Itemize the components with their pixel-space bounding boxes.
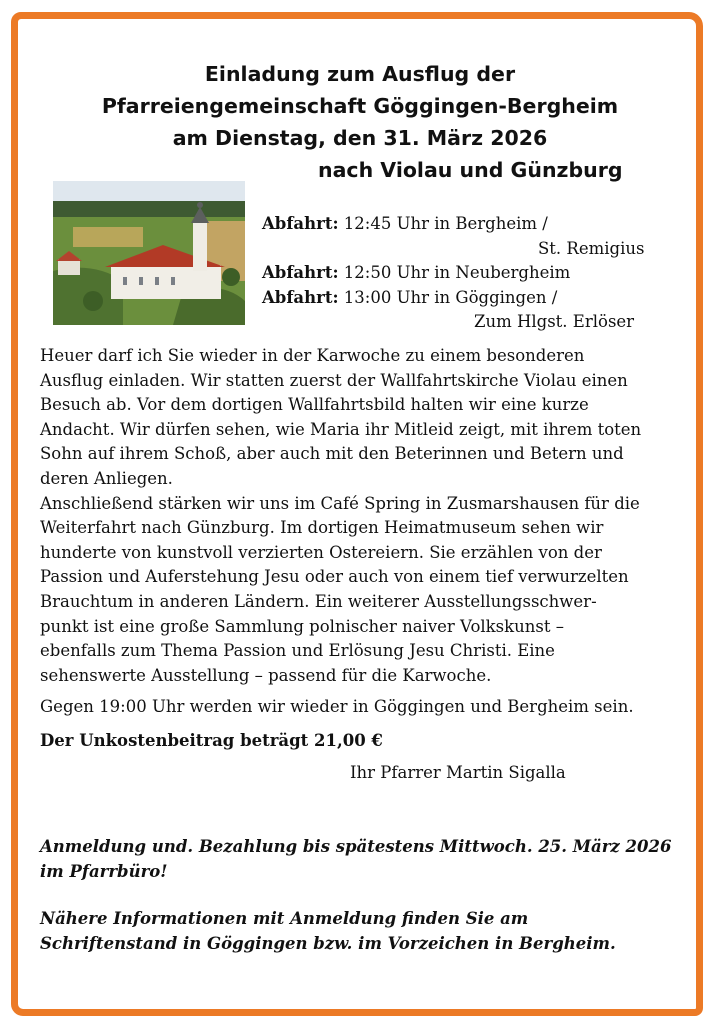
body-line: Heuer darf ich Sie wieder in der Karwoche zu einem besonderen: [40, 346, 585, 365]
body-line: punkt ist eine große Sammlung polnischer naiver Volkskunst –: [40, 616, 564, 636]
body-line: deren Anliegen.: [40, 468, 173, 488]
body-line: Anschließend stärken wir uns im Café Spring in Zusmarshausen für die: [40, 493, 640, 513]
note-line: im Pfarrbüro!: [40, 862, 168, 881]
info-note: [40, 906, 680, 956]
body-line: sehenswerte Ausstellung – passend für die Karwoche.: [40, 665, 492, 685]
signature: Ihr Pfarrer Martin Sigalla: [350, 763, 566, 782]
departure-label: Abfahrt:: [262, 287, 339, 307]
title-line-4: nach Violau und Günzburg: [318, 158, 623, 182]
title-line-1: Einladung zum Ausflug der: [204, 62, 516, 86]
church-photo: [53, 181, 245, 325]
departure-row: [262, 212, 652, 261]
body-line: Weiterfahrt nach Günzburg. Im dortigen Heimatmuseum sehen wir: [40, 518, 604, 538]
departure-text: 12:45 Uhr in Bergheim /: [343, 214, 548, 233]
registration-note: [40, 834, 680, 884]
body-line: Sohn auf ihrem Schoß, aber auch mit den Beterinnen und Betern und: [40, 444, 624, 464]
departure-text: 12:50 Uhr in Neubergheim: [343, 263, 571, 282]
invitation-body: [40, 344, 680, 688]
body-line: Passion und Auferstehung Jesu oder auch von einem tief verwurzelten: [40, 567, 629, 587]
return-time-text: Gegen 19:00 Uhr werden wir wieder in Göggingen und Bergheim sein.: [40, 697, 634, 716]
departure-continuation: Zum Hlgst. Erlöser: [474, 312, 635, 331]
body-line: Andacht. Wir dürfen sehen, wie Maria ihr Mitleid zeigt, mit ihrem toten: [40, 419, 642, 439]
title-line-3: am Dienstag, den 31. März 2026: [172, 126, 548, 150]
invitation-title: [40, 58, 680, 186]
body-line: ebenfalls zum Thema Passion und Erlösung Jesu Christi. Eine: [40, 641, 555, 661]
departure-times: [262, 212, 652, 335]
body-line: Ausflug einladen. Wir statten zuerst der Wallfahrtskirche Violau einen: [40, 370, 628, 390]
departure-label: Abfahrt:: [262, 214, 339, 233]
departure-row: [262, 286, 652, 335]
note-line: Schriftenstand in Göggingen bzw. im Vorzeichen in Bergheim.: [40, 934, 616, 953]
cost-text: Der Unkostenbeitrag beträgt 21,00 €: [40, 731, 383, 750]
departure-continuation: St. Remigius: [538, 238, 645, 258]
note-line: Anmeldung und. Bezahlung bis spätestens Mittwoch. 25. März 2026: [40, 837, 672, 856]
body-line: hunderte von kunstvoll verzierten Ostereiern. Sie erzählen von der: [40, 542, 602, 562]
title-line-2: Pfarreiengemeinschaft Göggingen-Bergheim: [101, 94, 619, 118]
body-line: Besuch ab. Vor dem dortigen Wallfahrtsbild halten wir eine kurze: [40, 395, 589, 415]
departure-text: 13:00 Uhr in Göggingen /: [343, 287, 558, 307]
departure-label: Abfahrt:: [262, 263, 339, 282]
departure-row: [262, 261, 652, 286]
body-line: Brauchtum in anderen Ländern. Ein weiterer Ausstellungsschwer-: [40, 591, 597, 611]
note-line: Nähere Informationen mit Anmeldung finden Sie am: [40, 909, 529, 928]
